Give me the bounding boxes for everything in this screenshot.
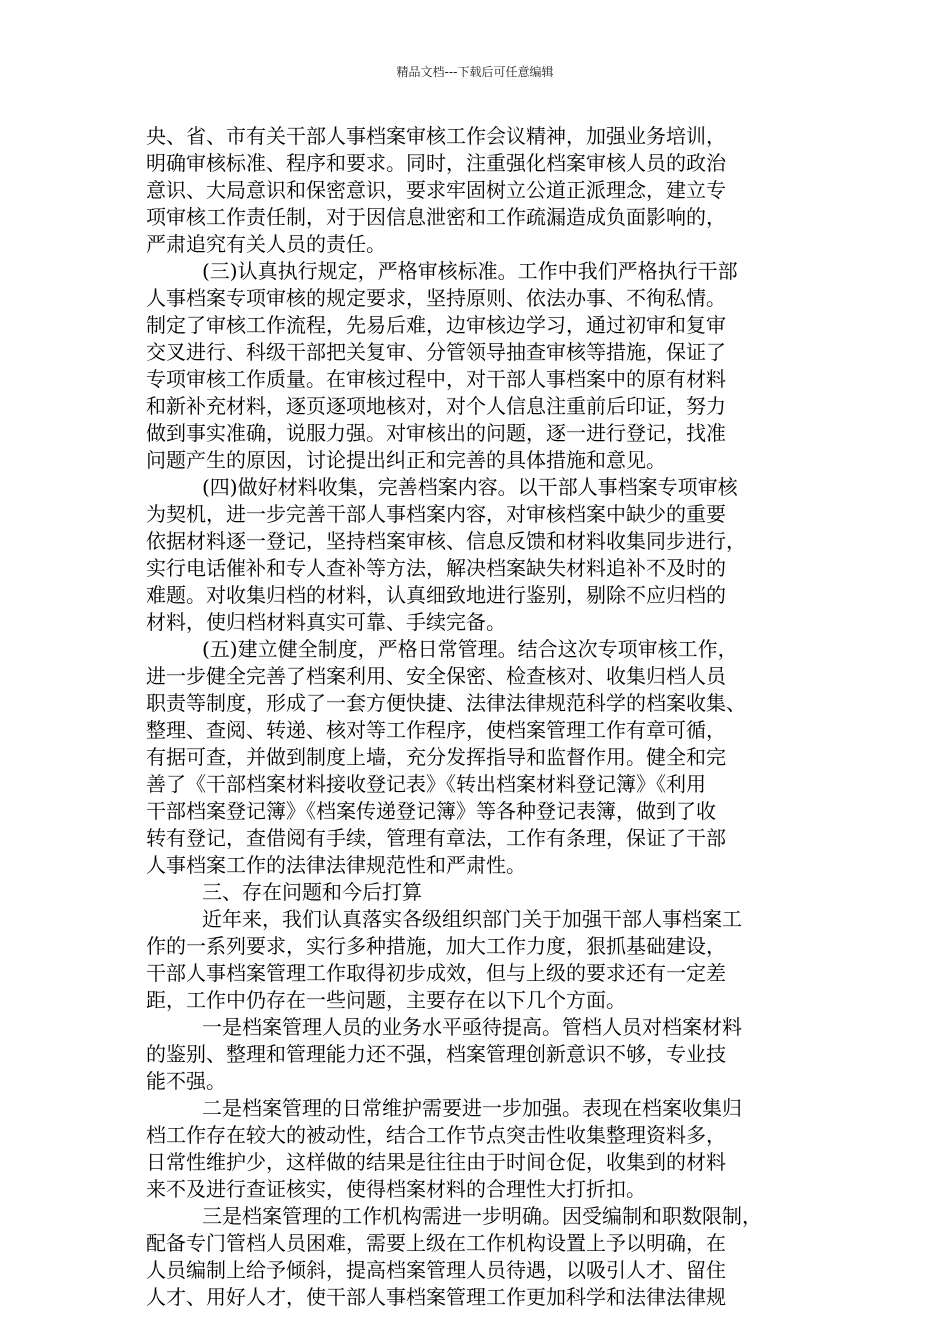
text-line: 善了《干部档案材料接收登记表》《转出档案材料登记簿》《利用 (146, 772, 706, 796)
text-line: 二是档案管理的日常维护需要进一步加强。表现在档案收集归 (202, 1096, 742, 1120)
text-line: 档工作存在较大的被动性，结合工作节点突击性收集整理资料多， (146, 1123, 726, 1147)
text-line: 三是档案管理的工作机构需进一步明确。因受编制和职数限制， (202, 1204, 762, 1228)
text-line: 来不及进行查证核实，使得档案材料的合理性大打折扣。 (146, 1177, 646, 1201)
text-line: 央、省、市有关干部人事档案审核工作会议精神，加强业务培训， (146, 124, 726, 148)
text-line: 整理、查阅、转递、核对等工作程序，使档案管理工作有章可循， (146, 718, 726, 742)
text-line: 干部人事档案管理工作取得初步成效，但与上级的要求还有一定差 (146, 961, 726, 985)
text-line: 配备专门管档人员困难，需要上级在工作机构设置上予以明确，在 (146, 1231, 726, 1255)
text-line: 问题产生的原因，讨论提出纠正和完善的具体措施和意见。 (146, 448, 666, 472)
text-line: 材料，使归档材料真实可靠、手续完备。 (146, 610, 506, 634)
text-line: 有据可查，并做到制度上墙，充分发挥指导和监督作用。健全和完 (146, 745, 726, 769)
text-line: 近年来，我们认真落实各级组织部门关于加强干部人事档案工 (202, 907, 742, 931)
text-line: 职责等制度，形成了一套方便快捷、法律法律规范科学的档案收集、 (146, 691, 746, 715)
text-line: 意识、大局意识和保密意识，要求牢固树立公道正派理念，建立专 (146, 178, 726, 202)
text-line: 的鉴别、整理和管理能力还不强，档案管理创新意识不够，专业技 (146, 1042, 726, 1066)
text-line: 专项审核工作质量。在审核过程中，对干部人事档案中的原有材料 (146, 367, 726, 391)
text-line: 转有登记，查借阅有手续，管理有章法，工作有条理，保证了干部 (146, 826, 726, 850)
text-line: 交叉进行、科级干部把关复审、分管领导抽查审核等措施，保证了 (146, 340, 726, 364)
text-line: 能不强。 (146, 1069, 226, 1093)
text-line: 人事档案专项审核的规定要求，坚持原则、依法办事、不徇私情。 (146, 286, 726, 310)
text-line: 进一步健全完善了档案利用、安全保密、检查核对、收集归档人员 (146, 664, 726, 688)
text-line: 人员编制上给予倾斜，提高档案管理人员待遇，以吸引人才、留住 (146, 1258, 726, 1282)
text-line: (四)做好材料收集，完善档案内容。以干部人事档案专项审核 (202, 475, 738, 499)
text-line: 距，工作中仍存在一些问题，主要存在以下几个方面。 (146, 988, 626, 1012)
text-line: 做到事实准确，说服力强。对审核出的问题，逐一进行登记，找准 (146, 421, 726, 445)
text-line: 为契机，进一步完善干部人事档案内容，对审核档案中缺少的重要 (146, 502, 726, 526)
text-line: 严肃追究有关人员的责任。 (146, 232, 386, 256)
text-line: 明确审核标准、程序和要求。同时，注重强化档案审核人员的政治 (146, 151, 726, 175)
document-body (146, 123, 826, 1311)
text-line: (五)建立健全制度，严格日常管理。结合这次专项审核工作， (202, 637, 738, 661)
text-line: 干部档案登记簿》《档案传递登记簿》等各种登记表簿，做到了收 (146, 799, 716, 823)
text-line: 和新补充材料，逐页逐项地核对，对个人信息注重前后印证，努力 (146, 394, 726, 418)
text-line: 难题。对收集归档的材料，认真细致地进行鉴别，剔除不应归档的 (146, 583, 726, 607)
text-line: (三)认真执行规定，严格审核标准。工作中我们严格执行干部 (202, 259, 738, 283)
text-line: 实行电话催补和专人查补等方法，解决档案缺失材料追补不及时的 (146, 556, 726, 580)
text-line: 人才、用好人才，使干部人事档案管理工作更加科学和法律法律规 (146, 1285, 726, 1309)
text-line: 依据材料逐一登记，坚持档案审核、信息反馈和材料收集同步进行， (146, 529, 746, 553)
text-line: 项审核工作责任制，对于因信息泄密和工作疏漏造成负面影响的， (146, 205, 726, 229)
text-line: 作的一系列要求，实行多种措施，加大工作力度，狠抓基础建设， (146, 934, 726, 958)
text-line: 一是档案管理人员的业务水平亟待提高。管档人员对档案材料 (202, 1015, 742, 1039)
text-line: 日常性维护少，这样做的结果是往往由于时间仓促，收集到的材料 (146, 1150, 726, 1174)
text-line: 制定了审核工作流程，先易后难，边审核边学习，通过初审和复审 (146, 313, 726, 337)
page-header: 精品文档---下载后可任意编辑 (396, 65, 554, 79)
text-line: 人事档案工作的法律法律规范性和严肃性。 (146, 853, 526, 877)
text-line: 三、存在问题和今后打算 (202, 880, 422, 904)
